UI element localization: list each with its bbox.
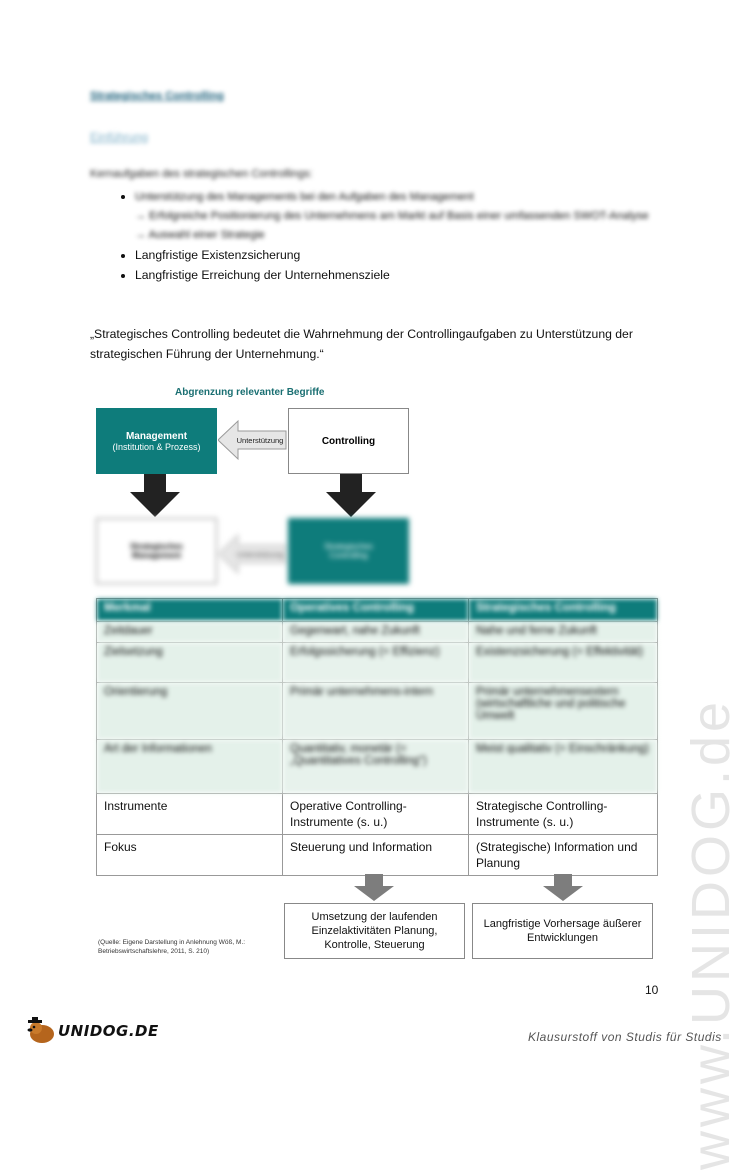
table-cell: (Strategische) Information und Planung: [469, 835, 658, 876]
bullet-subtext: → Erfolgreiche Positionierung des Unternehmens am Markt auf Basis einer umfassenden SWOT-Analyse: [135, 210, 649, 222]
list-item: [135, 186, 695, 245]
down-arrow-gray-icon: [542, 874, 584, 902]
down-arrow-icon: [128, 474, 182, 518]
support-arrow-label-2: Unterstützung: [236, 550, 284, 559]
table-cell: Nahe und ferne Zukunft: [469, 622, 658, 643]
down-arrow-gray-icon: [353, 874, 395, 902]
table-header: Strategisches Controlling: [469, 599, 658, 622]
source-note: (Quelle: Eigene Darstellung in Anlehnung Wöß, M.: Betriebswirtschaftslehre, 2011, S. 210): [98, 939, 246, 955]
table-header: Operatives Controlling: [283, 599, 469, 622]
table-cell: Strategische Controlling-Instrumente (s. u.): [469, 794, 658, 835]
bullet-subtext: → Auswahl einer Strategie: [135, 229, 265, 241]
bullet-text: • Unterstützung des Managements bei den Aufgaben des Management: [135, 191, 474, 203]
support-arrow-label: Unterstützung: [236, 436, 284, 445]
down-arrow-icon: [324, 474, 378, 518]
table-cell: Instrumente: [97, 794, 283, 835]
support-arrow: [218, 419, 288, 461]
table-cell: Orientierung: [97, 683, 283, 740]
quote-paragraph: „Strategisches Controlling bedeutet die Wahrnehmung der Controllingaufgaben zu Unterstützung der strategischen Führung der Unternehmung.“: [90, 327, 633, 361]
management-box: [96, 408, 217, 474]
table-cell: Primär unternehmensextern (wirtschaftliche und politische Umwelt: [469, 683, 658, 740]
diagram-title: Abgrenzung relevanter Begriffe: [175, 387, 325, 398]
page-subheading: Einführung: [90, 130, 149, 144]
dog-icon: [24, 1016, 60, 1046]
bullet-list: [90, 186, 695, 285]
table-cell: Operative Controlling-Instrumente (s. u.): [283, 794, 469, 835]
outcome-operative-box: [284, 903, 465, 959]
table-cell: Quantitativ, monetär (= „Quantitatives Controlling“): [283, 740, 469, 794]
footer-tagline: Klausurstoff von Studis für Studis: [528, 1030, 722, 1044]
outcome-strategic-text: Langfristige Vorhersage äußerer Entwicklungen: [483, 918, 642, 944]
table-row: [97, 622, 658, 643]
table-cell: Gegenwart, nahe Zukunft: [283, 622, 469, 643]
comparison-table: [96, 598, 658, 876]
table-cell: Erfolgssicherung (= Effizienz): [283, 643, 469, 683]
table-cell: Existenzsicherung (= Effektivität): [469, 643, 658, 683]
logo-text: UNIDOG.DE: [58, 1022, 159, 1040]
table-row: [97, 794, 658, 835]
support-arrow-2: [218, 533, 288, 575]
table-cell: Fokus: [97, 835, 283, 876]
unidog-logo: [24, 1016, 159, 1046]
table-cell: Art der Informationen: [97, 740, 283, 794]
outcome-operative-text: Umsetzung der laufenden Einzelaktivitäten Planung, Kontrolle, Steuerung: [311, 911, 438, 951]
controlling-label: Controlling: [321, 435, 376, 447]
management-label: Management: [125, 430, 188, 442]
table-cell: Zielsetzung: [97, 643, 283, 683]
table-cell: Meist qualitativ (= Einschränkung): [469, 740, 658, 794]
table-header: Merkmal: [97, 599, 283, 622]
page-number: 10: [645, 983, 659, 997]
outcome-strategic-box: [472, 903, 653, 959]
strategic-management-label: Strategisches Management: [130, 542, 183, 560]
intro-text: Kernaufgaben des strategischen Controllings:: [90, 168, 313, 180]
list-item: • Langfristige Existenzsicherung: [135, 245, 695, 265]
strategic-management-box: [96, 518, 217, 584]
table-cell: Primär unternehmens-intern: [283, 683, 469, 740]
table-row: [97, 740, 658, 794]
controlling-box: [288, 408, 409, 474]
strategic-controlling-box: [288, 518, 409, 584]
watermark-text: www.UNIDOG.de: [681, 697, 741, 1170]
table-cell: Steuerung und Information: [283, 835, 469, 876]
strategic-controlling-label: Strategisches Controlling: [324, 542, 373, 560]
table-row: [97, 835, 658, 876]
table-row: [97, 683, 658, 740]
page-heading: Strategisches Controlling: [90, 90, 224, 102]
table-cell: Zeitdauer: [97, 622, 283, 643]
table-row: [97, 643, 658, 683]
management-sublabel: (Institution & Prozess): [112, 441, 201, 452]
list-item: • Langfristige Erreichung der Unternehmensziele: [135, 265, 695, 285]
